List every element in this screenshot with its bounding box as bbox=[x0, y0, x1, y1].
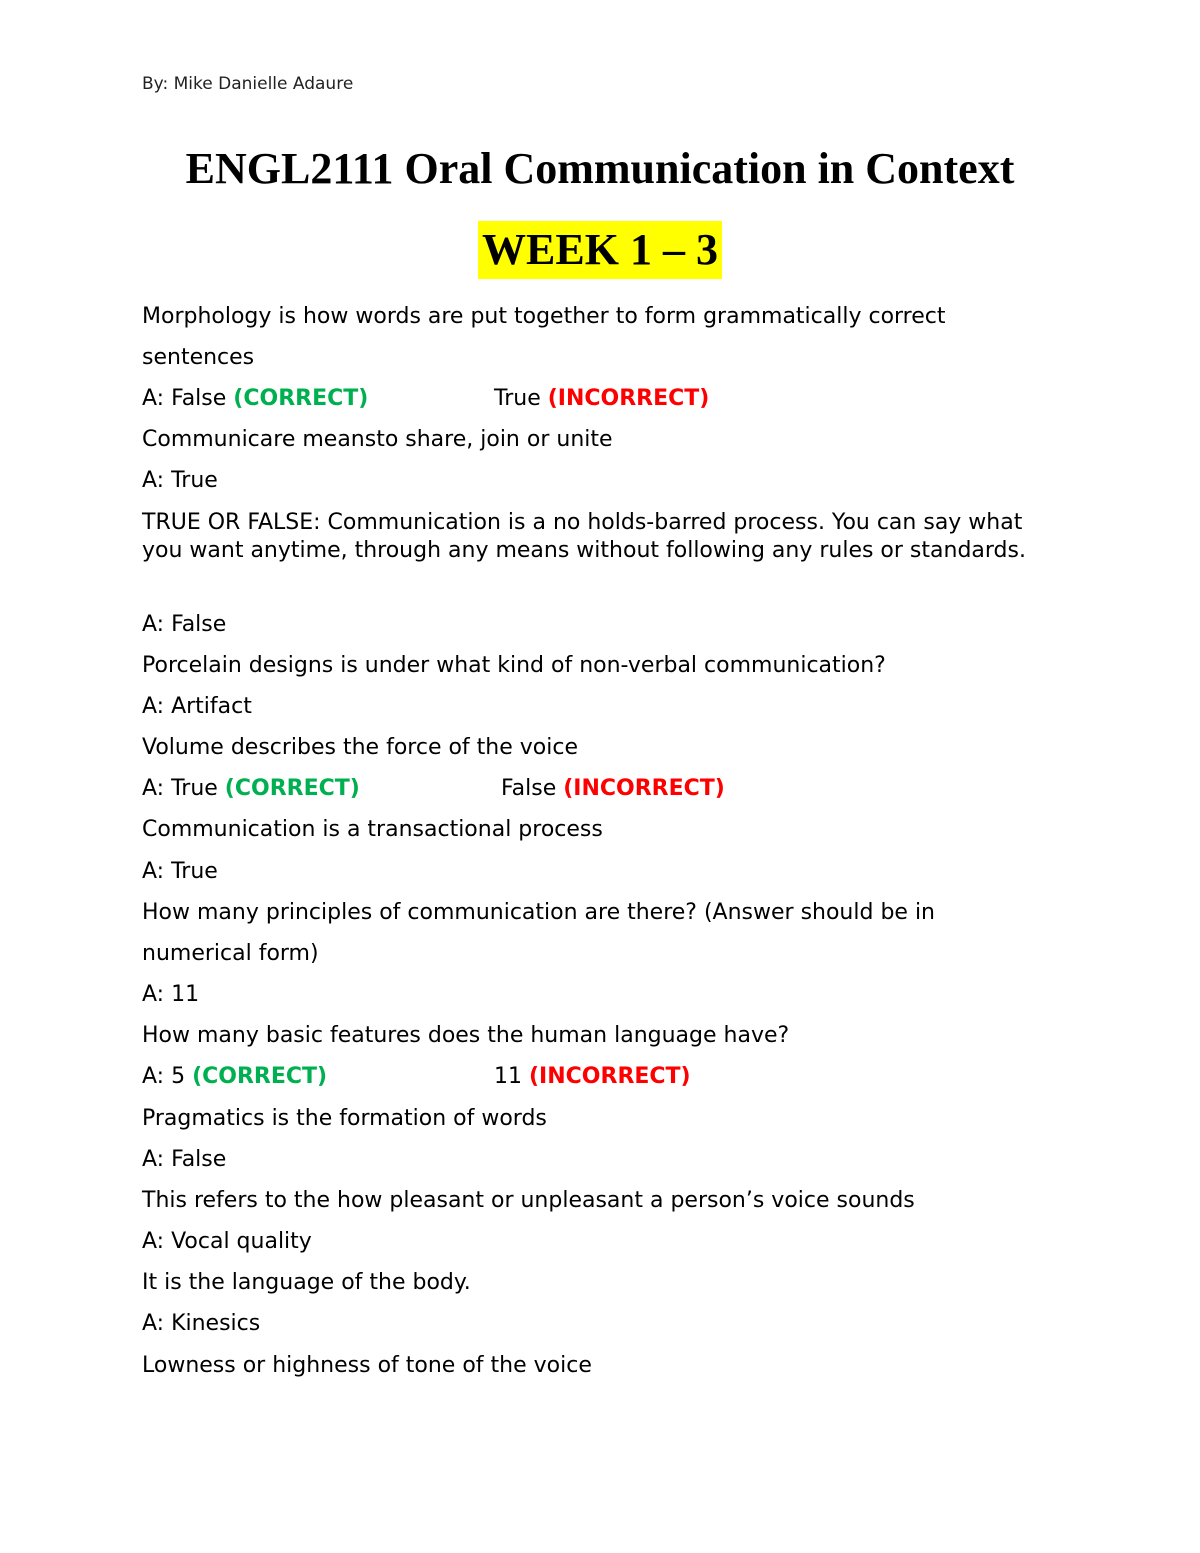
question-12: Lowness or highness of tone of the voice bbox=[142, 1353, 592, 1378]
answer-1-incorrect-mark: (INCORRECT) bbox=[547, 386, 710, 411]
answer-11: A: Kinesics bbox=[142, 1311, 261, 1336]
answer-9: A: False bbox=[142, 1147, 227, 1172]
question-8: How many basic features does the human language have? bbox=[142, 1023, 790, 1048]
question-10: This refers to the how pleasant or unpleasant a person’s voice sounds bbox=[142, 1188, 915, 1213]
answer-5-incorrect-mark: (INCORRECT) bbox=[563, 776, 725, 801]
author-header: By: Mike Danielle Adaure bbox=[142, 74, 354, 94]
answer-8-prefix: A: 5 bbox=[142, 1064, 186, 1089]
answer-5-correct-mark: (CORRECT) bbox=[224, 776, 360, 801]
question-2: Communicare meansto share, join or unite bbox=[142, 427, 613, 452]
answer-5-prefix: A: True bbox=[142, 776, 218, 801]
question-6: Communication is a transactional process bbox=[142, 817, 603, 842]
answer-8-alternative bbox=[494, 1064, 691, 1089]
answer-1 bbox=[142, 386, 368, 411]
question-3: TRUE OR FALSE: Communication is a no holds-barred process. You can say what you want anytime, through any means without following any rules or standards. bbox=[142, 510, 1026, 563]
question-5: Volume describes the force of the voice bbox=[142, 735, 578, 760]
document-title: ENGL2111 Oral Communication in Context bbox=[185, 144, 1015, 193]
question-4: Porcelain designs is under what kind of non-verbal communication? bbox=[142, 653, 886, 678]
answer-1-correct-mark: (CORRECT) bbox=[233, 386, 369, 411]
answer-1-alternative bbox=[494, 386, 709, 411]
answer-2: A: True bbox=[142, 468, 218, 493]
answer-5 bbox=[142, 776, 360, 801]
answer-5-alt-value: False bbox=[501, 776, 557, 801]
question-9: Pragmatics is the formation of words bbox=[142, 1106, 547, 1131]
answer-6: A: True bbox=[142, 859, 218, 884]
question-7-line-1: How many principles of communication are there? (Answer should be in bbox=[142, 900, 935, 925]
answer-1-prefix: A: False bbox=[142, 386, 227, 411]
answer-5-alternative bbox=[501, 776, 725, 801]
answer-8-correct-mark: (CORRECT) bbox=[192, 1064, 328, 1089]
question-1-line-2: sentences bbox=[142, 345, 255, 370]
question-7-line-2: numerical form) bbox=[142, 941, 319, 966]
answer-8-incorrect-mark: (INCORRECT) bbox=[529, 1064, 691, 1089]
answer-1-alt-value: True bbox=[494, 386, 541, 411]
answer-4: A: Artifact bbox=[142, 694, 252, 719]
answer-8-alt-value: 11 bbox=[494, 1064, 522, 1089]
question-11: It is the language of the body. bbox=[142, 1270, 471, 1295]
answer-7: A: 11 bbox=[142, 982, 200, 1007]
week-heading: WEEK 1 – 3 bbox=[478, 221, 722, 279]
question-1-line-1: Morphology is how words are put together to form grammatically correct bbox=[142, 304, 946, 329]
answer-10: A: Vocal quality bbox=[142, 1229, 312, 1254]
answer-3: A: False bbox=[142, 612, 227, 637]
answer-8 bbox=[142, 1064, 327, 1089]
week-heading-wrap bbox=[0, 221, 1200, 279]
